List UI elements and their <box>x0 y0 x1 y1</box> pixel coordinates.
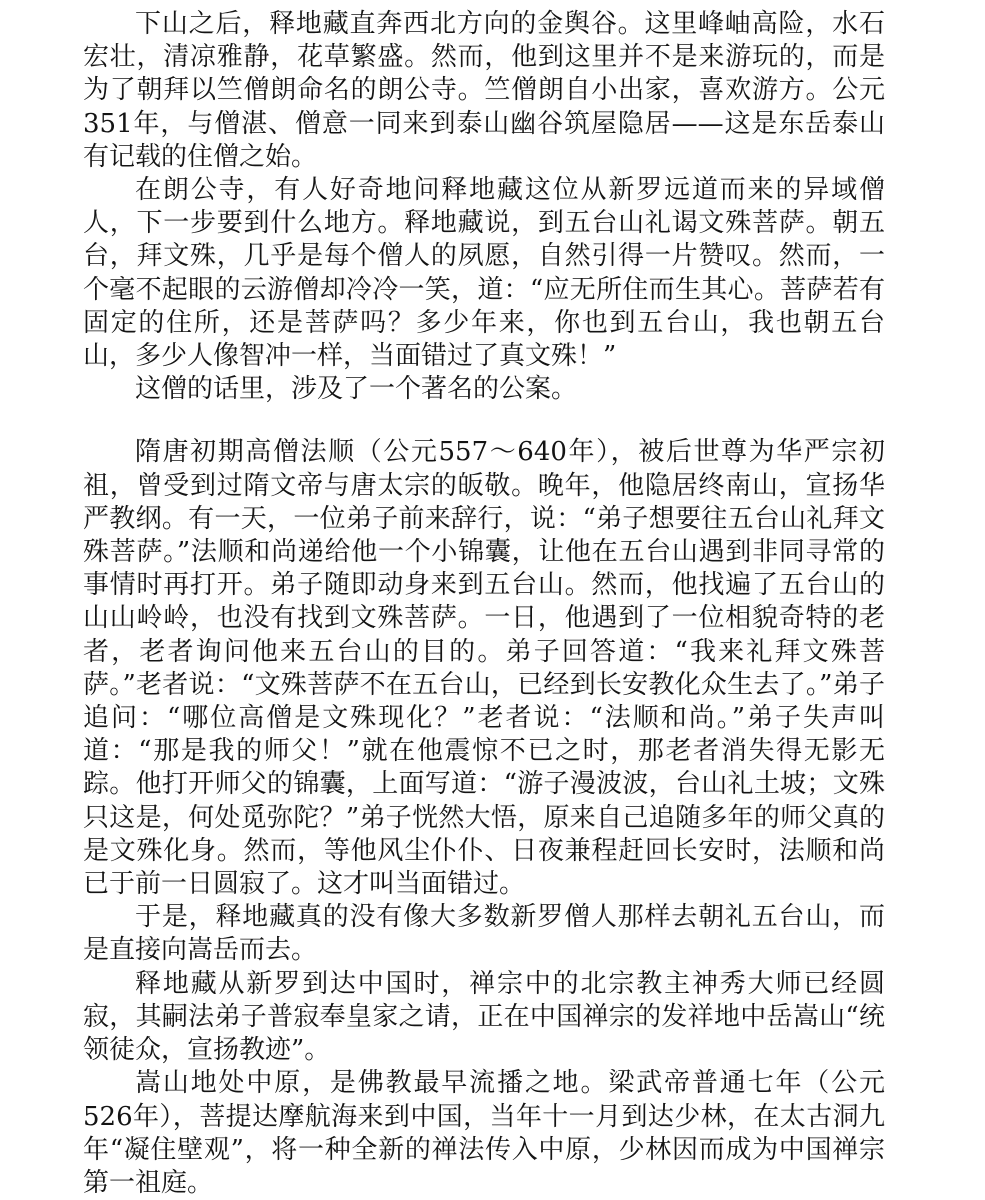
paragraph-7: 嵩山地处中原，是佛教最早流播之地。梁武帝普通七年（公元526年），菩提达摩航海来到中国，当年十一月到达少林，在太古洞九年“凝住壁观”，将一种全新的禅法传入中原，少林因而成为中国禅宗第一祖庭。 <box>83 1068 885 1198</box>
section-gap <box>83 406 885 436</box>
paragraph-5: 于是，释地藏真的没有像大多数新罗僧人那样去朝礼五台山，而是直接向嵩岳而去。 <box>83 902 885 966</box>
paragraph-4: 隋唐初期高僧法顺（公元557～640年），被后世尊为华严宗初祖，曾受到过隋文帝与唐太宗的皈敬。晚年，他隐居终南山，宣扬华严教纲。有一天，一位弟子前来辞行，说：“弟子想要往五台山礼拜文殊菩萨。”法顺和尚递给他一个小锦囊，让他在五台山遇到非同寻常的事情时再打开。弟子随即动身来到五台山。然而，他找遍了五台山的山山岭岭，也没有找到文殊菩萨。一日，他遇到了一位相貌奇特的老者，老者询问他来五台山的目的。弟子回答道：“我来礼拜文殊菩萨。”老者说：“文殊菩萨不在五台山，已经到长安教化众生去了。”弟子追问：“哪位高僧是文殊现化？”老者说：“法顺和尚。”弟子失声叫道：“那是我的师父！”就在他震惊不已之时，那老者消失得无影无踪。他打开师父的锦囊，上面写道：“游子漫波波，台山礼土坡；文殊只这是，何处觅弥陀？”弟子恍然大悟，原来自己追随多年的师父真的是文殊化身。然而，等他风尘仆仆、日夜兼程赶回长安时，法顺和尚已于前一日圆寂了。这才叫当面错过。 <box>83 437 885 900</box>
paragraph-2: 在朗公寺，有人好奇地问释地藏这位从新罗远道而来的异域僧人，下一步要到什么地方。释地藏说，到五台山礼谒文殊菩萨。朝五台，拜文殊，几乎是每个僧人的夙愿，自然引得一片赞叹。然而，一个毫不起眼的云游僧却冷冷一笑，道：“应无所住而生其心。菩萨若有固定的住所，还是菩萨吗？多少年来，你也到五台山，我也朝五台山，多少人像智冲一样，当面错过了真文殊！” <box>83 175 885 372</box>
paragraph-1: 下山之后，释地藏直奔西北方向的金舆谷。这里峰岫高险，水石宏壮，清凉雅静，花草繁盛。然而，他到这里并不是来游玩的，而是为了朝拜以竺僧朗命名的朗公寺。竺僧朗自小出家，喜欢游方。公元351年，与僧湛、僧意一同来到泰山幽谷筑屋隐居——这是东岳泰山有记载的住僧之始。 <box>83 9 885 172</box>
paragraph-6: 释地藏从新罗到达中国时，禅宗中的北宗教主神秀大师已经圆寂，其嗣法弟子普寂奉皇家之请，正在中国禅宗的发祥地中岳嵩山“统领徒众，宣扬教迹”。 <box>83 968 885 1066</box>
paragraph-3: 这僧的话里，涉及了一个著名的公案。 <box>135 374 578 405</box>
